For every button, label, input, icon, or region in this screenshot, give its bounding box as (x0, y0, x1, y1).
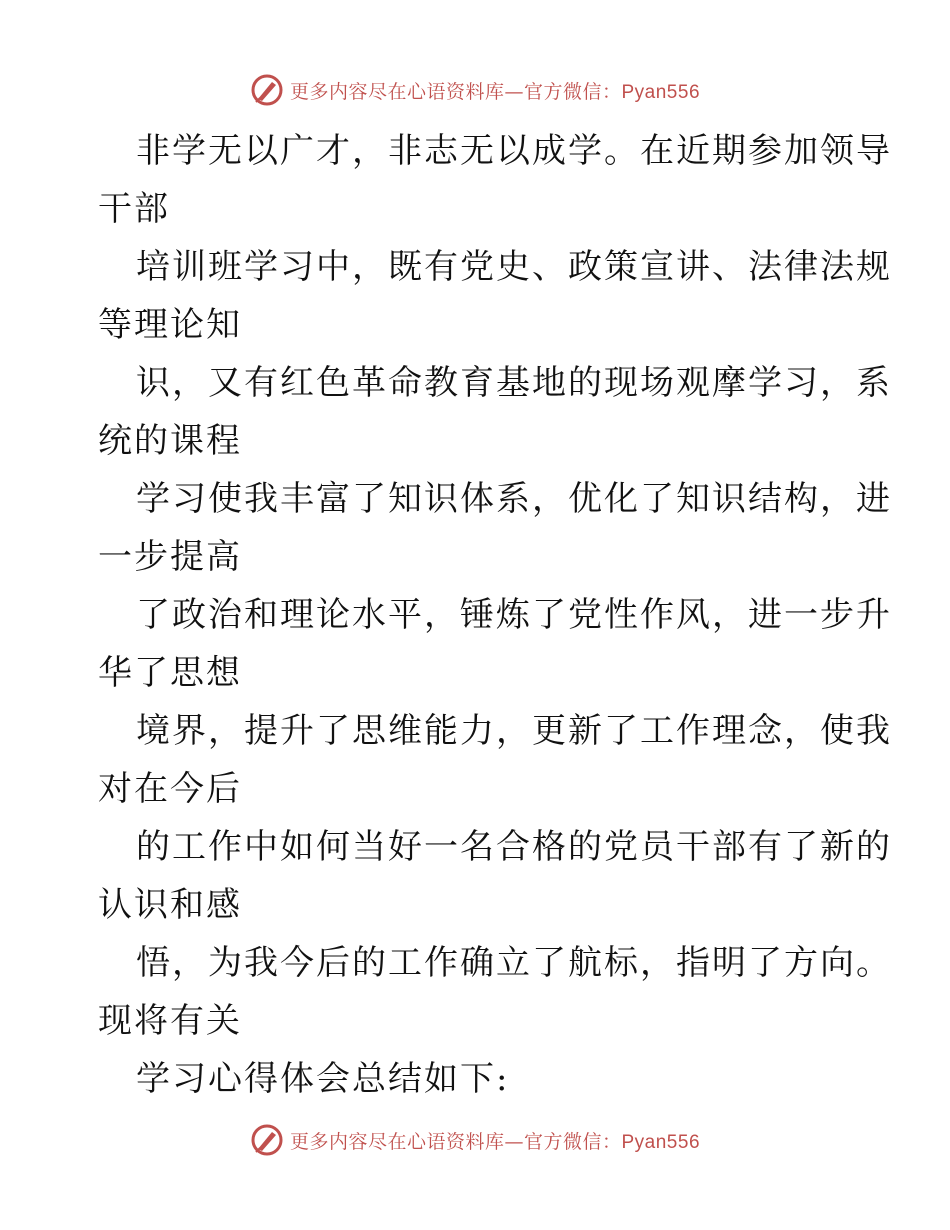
body-line: 认识和感 (98, 885, 242, 925)
body-line: 悟，为我今后的工作确立了航标，指明了方向。 (136, 943, 892, 983)
quill-pen-logo-icon (250, 1123, 284, 1157)
document-body (98, 122, 892, 1108)
body-line: 学习心得体会总结如下: (136, 1059, 510, 1099)
quill-pen-logo-icon (250, 73, 284, 107)
body-line: 非学无以广才，非志无以成学。在近期参加领导 (136, 131, 892, 171)
body-line: 培训班学习中，既有党史、政策宣讲、法律法规 (136, 247, 892, 287)
footer-banner-id: Pyan556 (621, 1131, 701, 1153)
body-line: 干部 (98, 189, 170, 229)
body-line: 了政治和理论水平，锤炼了党性作风，进一步升 (136, 595, 892, 635)
header-banner (0, 70, 950, 110)
body-line: 华了思想 (98, 653, 242, 693)
footer-banner-text: 更多内容尽在心语资料库—官方微信： (289, 1130, 622, 1153)
body-line: 的工作中如何当好一名合格的党员干部有了新的 (136, 827, 892, 867)
body-line: 一步提高 (98, 537, 242, 577)
body-line: 现将有关 (98, 1001, 242, 1041)
body-line: 等理论知 (98, 305, 242, 345)
body-line: 对在今后 (98, 769, 242, 809)
body-line: 识，又有红色革命教育基地的现场观摩学习，系 (136, 363, 892, 403)
body-line: 境界，提升了思维能力，更新了工作理念，使我 (136, 711, 892, 751)
body-line: 统的课程 (98, 421, 242, 461)
body-line: 学习使我丰富了知识体系，优化了知识结构，进 (136, 479, 892, 519)
footer-banner (0, 1120, 950, 1160)
header-banner-text: 更多内容尽在心语资料库—官方微信： (289, 80, 622, 103)
header-banner-id: Pyan556 (621, 81, 701, 103)
